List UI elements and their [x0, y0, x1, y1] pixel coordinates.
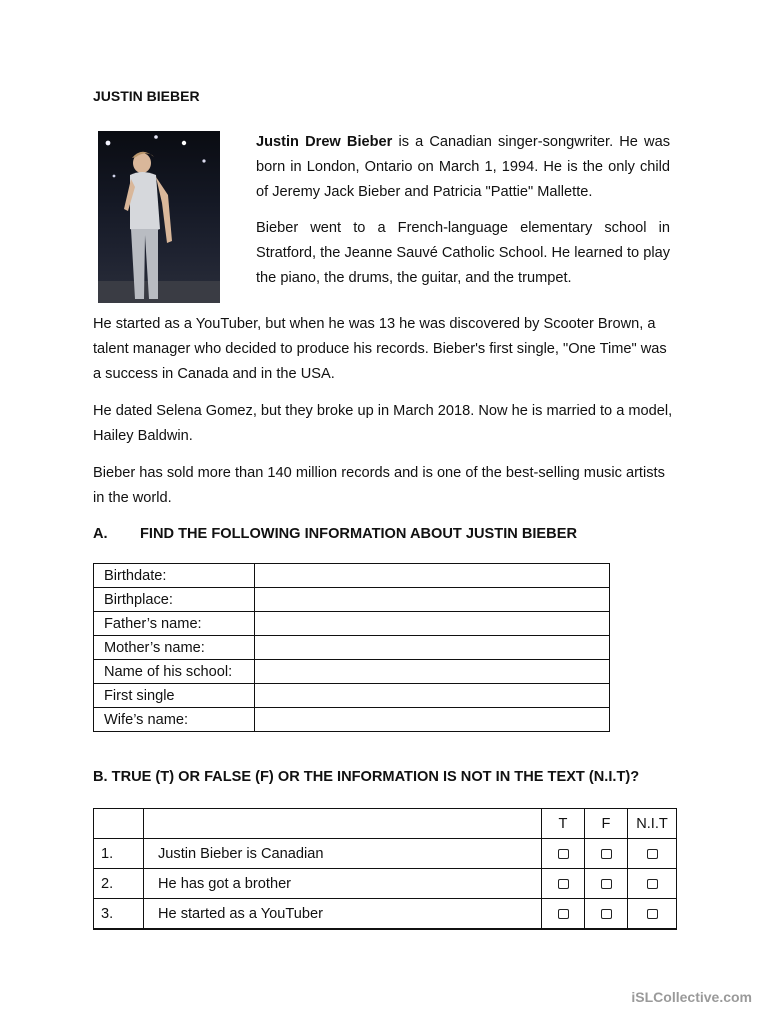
option-nit — [628, 899, 677, 930]
section-a-heading — [93, 526, 577, 542]
watermark-footer: iSLCollective.com — [631, 989, 752, 1005]
intro-paragraph-2: Bieber went to a French-language elementary school in Stratford, the Jeanne Sauvé Catholic School. He learned to play the piano, the drums, the guitar, and the trumpet. — [256, 220, 670, 286]
row-number: 2. — [94, 869, 144, 899]
answer-cell[interactable] — [255, 588, 610, 612]
table-row — [94, 684, 610, 708]
page-title: JUSTIN BIEBER — [93, 88, 200, 104]
option-t — [542, 839, 585, 869]
empty-header-cell — [144, 809, 542, 839]
option-nit — [628, 839, 677, 869]
option-nit — [628, 869, 677, 899]
header-row — [94, 809, 677, 839]
paragraph: He started as a YouTuber, but when he was 13 he was discovered by Scooter Brown, a talent manager who decided to produce his records. Bieber's first single, "One Time" was a success in Canada and in the USA. — [93, 316, 667, 382]
row-label: Mother’s name: — [94, 636, 255, 660]
bold-name: Justin Drew Bieber — [256, 134, 393, 150]
row-label: Birthdate: — [94, 564, 255, 588]
info-table — [93, 563, 610, 732]
row-label: First single — [94, 684, 255, 708]
checkbox-icon[interactable] — [647, 849, 658, 859]
column-header-nit: N.I.T — [628, 809, 677, 839]
row-label: Birthplace: — [94, 588, 255, 612]
table-row — [94, 660, 610, 684]
checkbox-icon[interactable] — [558, 849, 569, 859]
answer-cell[interactable] — [255, 660, 610, 684]
true-false-table — [93, 808, 677, 930]
answer-cell[interactable] — [255, 612, 610, 636]
checkbox-icon[interactable] — [601, 879, 612, 889]
table-row — [94, 588, 610, 612]
paragraph: He dated Selena Gomez, but they broke up in March 2018. Now he is married to a model, Hailey Baldwin. — [93, 403, 673, 444]
column-header-t: T — [542, 809, 585, 839]
column-header-f: F — [585, 809, 628, 839]
answer-cell[interactable] — [255, 636, 610, 660]
singer-illustration — [98, 131, 220, 303]
section-a-title: FIND THE FOLLOWING INFORMATION ABOUT JUSTIN BIEBER — [140, 526, 577, 542]
checkbox-icon[interactable] — [601, 849, 612, 859]
statement: Justin Bieber is Canadian — [144, 839, 542, 869]
section-b-heading: B. TRUE (T) OR FALSE (F) OR THE INFORMATION IS NOT IN THE TEXT (N.I.T)? — [93, 769, 640, 785]
intro-paragraph-1 — [256, 130, 670, 205]
table-row — [94, 564, 610, 588]
answer-cell[interactable] — [255, 708, 610, 732]
table-row — [94, 839, 677, 869]
row-label: Father’s name: — [94, 612, 255, 636]
paragraph: Bieber has sold more than 140 million records and is one of the best-selling music artists in the world. — [93, 465, 665, 506]
checkbox-icon[interactable] — [558, 909, 569, 919]
table-row — [94, 869, 677, 899]
checkbox-icon[interactable] — [647, 909, 658, 919]
intro-text — [256, 130, 670, 302]
option-f — [585, 869, 628, 899]
empty-header-cell — [94, 809, 144, 839]
statement: He has got a brother — [144, 869, 542, 899]
section-a-letter: A. — [93, 526, 108, 542]
checkbox-icon[interactable] — [647, 879, 658, 889]
intro-paragraph-1-text: is a Canadian singer-songwriter. He was born in London, Ontario on March 1, 1994. He is the only child of Jeremy Jack Bieber and Patricia "Pattie" Mallette. — [256, 134, 670, 200]
answer-cell[interactable] — [255, 564, 610, 588]
checkbox-icon[interactable] — [558, 879, 569, 889]
answer-cell[interactable] — [255, 684, 610, 708]
row-number: 1. — [94, 839, 144, 869]
table-row — [94, 899, 677, 930]
row-number: 3. — [94, 899, 144, 930]
checkbox-icon[interactable] — [601, 909, 612, 919]
option-f — [585, 839, 628, 869]
option-t — [542, 869, 585, 899]
table-row — [94, 612, 610, 636]
table-row — [94, 708, 610, 732]
option-t — [542, 899, 585, 930]
body-text — [93, 312, 678, 523]
row-label: Name of his school: — [94, 660, 255, 684]
row-label: Wife’s name: — [94, 708, 255, 732]
option-f — [585, 899, 628, 930]
concert-photo — [98, 131, 220, 303]
table-row — [94, 636, 610, 660]
statement: He started as a YouTuber — [144, 899, 542, 930]
